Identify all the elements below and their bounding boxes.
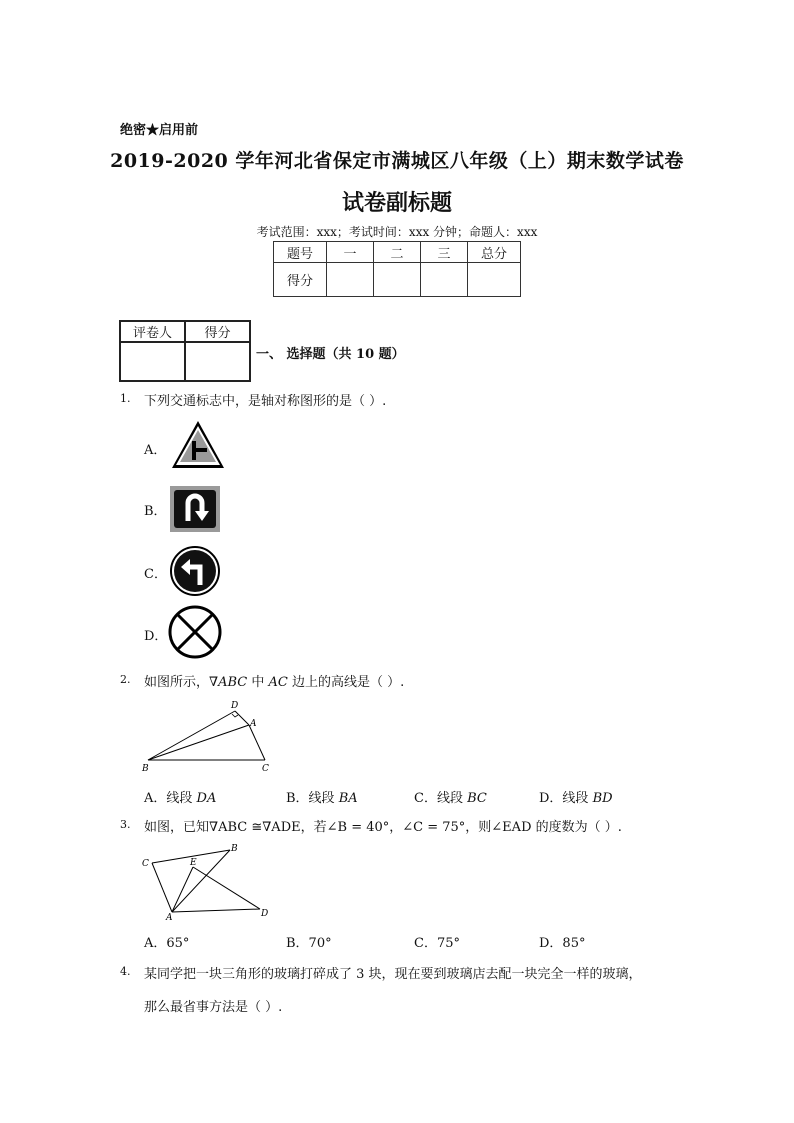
point-label-d: D [231,701,239,711]
u-turn-sign-icon[interactable] [169,485,221,533]
math-var: BD [592,791,613,806]
no-stopping-sign-icon[interactable] [167,604,223,660]
score-header-cell: 一 [327,242,374,263]
option-label: A． [144,443,167,458]
question-number: 3. [120,818,131,831]
answer-option-b[interactable] [286,787,358,806]
question-text-part: 如图所示， [144,675,210,690]
answer-option-b[interactable]: B．70° [286,936,332,951]
score-cell[interactable] [327,263,374,297]
grader-cell[interactable] [120,342,185,381]
score-cell[interactable] [374,263,421,297]
exam-subtitle: 试卷副标题 [341,190,452,216]
triangle-symbol: ∇ [209,675,219,690]
grader-cell[interactable] [185,342,250,381]
congruent-triangles-figure [138,838,278,922]
answer-label: B．线段 [286,791,335,806]
point-label-b: B [142,764,149,774]
score-row-label: 得分 [274,263,327,297]
math-var: DA [196,791,217,806]
math-var: BC [467,791,487,806]
answer-option-c[interactable]: C．75° [414,936,460,951]
answer-label: C．线段 [414,791,463,806]
point-label-c: C [262,764,269,774]
math-var: AC [268,675,288,690]
question-text-part: 边上的高线是（ ）. [287,675,405,690]
answer-label: A．线段 [144,791,193,806]
point-label-a: A [166,913,173,922]
question-number: 2. [120,673,131,686]
grader-header-cell: 得分 [185,321,250,342]
answer-option-c[interactable] [414,787,487,806]
score-header-cell: 二 [374,242,421,263]
point-label-c: C [142,859,149,869]
answer-option-a[interactable]: A．65° [144,936,190,951]
option-label: B． [144,504,167,519]
option-label: D． [144,629,168,644]
option-label: C． [144,567,167,582]
score-table [273,241,521,297]
answer-label: D．线段 [539,791,589,806]
score-cell[interactable] [421,263,468,297]
grader-table [119,320,251,382]
question-text: 下列交通标志中，是轴对称图形的是（ ）. [144,394,387,409]
confidential-label: 绝密★启用前 [120,123,199,138]
triangle-altitude-figure [140,696,290,776]
question-text-line1: 某同学把一块三角形的玻璃打碎成了 3 块，现在要到玻璃店去配一块完全一样的玻璃， [144,967,642,982]
grader-header-cell: 评卷人 [120,321,185,342]
point-label-d: D [261,909,269,919]
t-junction-warning-sign-icon[interactable] [169,418,227,472]
math-var: BA [338,791,358,806]
question-text [144,671,404,690]
answer-option-d[interactable]: D．85° [539,936,586,951]
left-turn-sign-icon[interactable] [169,545,221,597]
point-label-b: B [231,844,238,854]
question-number: 1. [120,392,131,405]
question-text: 如图，已知∇ABC ≅∇ADE，若∠B = 40°，∠C = 75°，则∠EAD 的度数为（ ）. [144,820,622,835]
question-text-part: 中 [247,675,269,690]
exam-info: 考试范围：xxx；考试时间：xxx 分钟；命题人：xxx [256,225,538,239]
point-label-a: A [250,719,257,729]
score-cell[interactable] [468,263,521,297]
question-number: 4. [120,965,131,978]
question-text-line2: 那么最省事方法是（ ）. [144,1000,283,1015]
answer-option-d[interactable] [539,787,613,806]
score-header-cell: 三 [421,242,468,263]
answer-option-a[interactable] [144,787,216,806]
score-header-cell: 总分 [468,242,521,263]
score-header-cell: 题号 [274,242,327,263]
exam-title: 2019-2020 学年河北省保定市满城区八年级（上）期末数学试卷 [110,150,684,172]
math-var: ABC [218,675,248,690]
section-title: 一、 选择题（共 10 题） [256,347,405,362]
point-label-e: E [190,858,197,868]
